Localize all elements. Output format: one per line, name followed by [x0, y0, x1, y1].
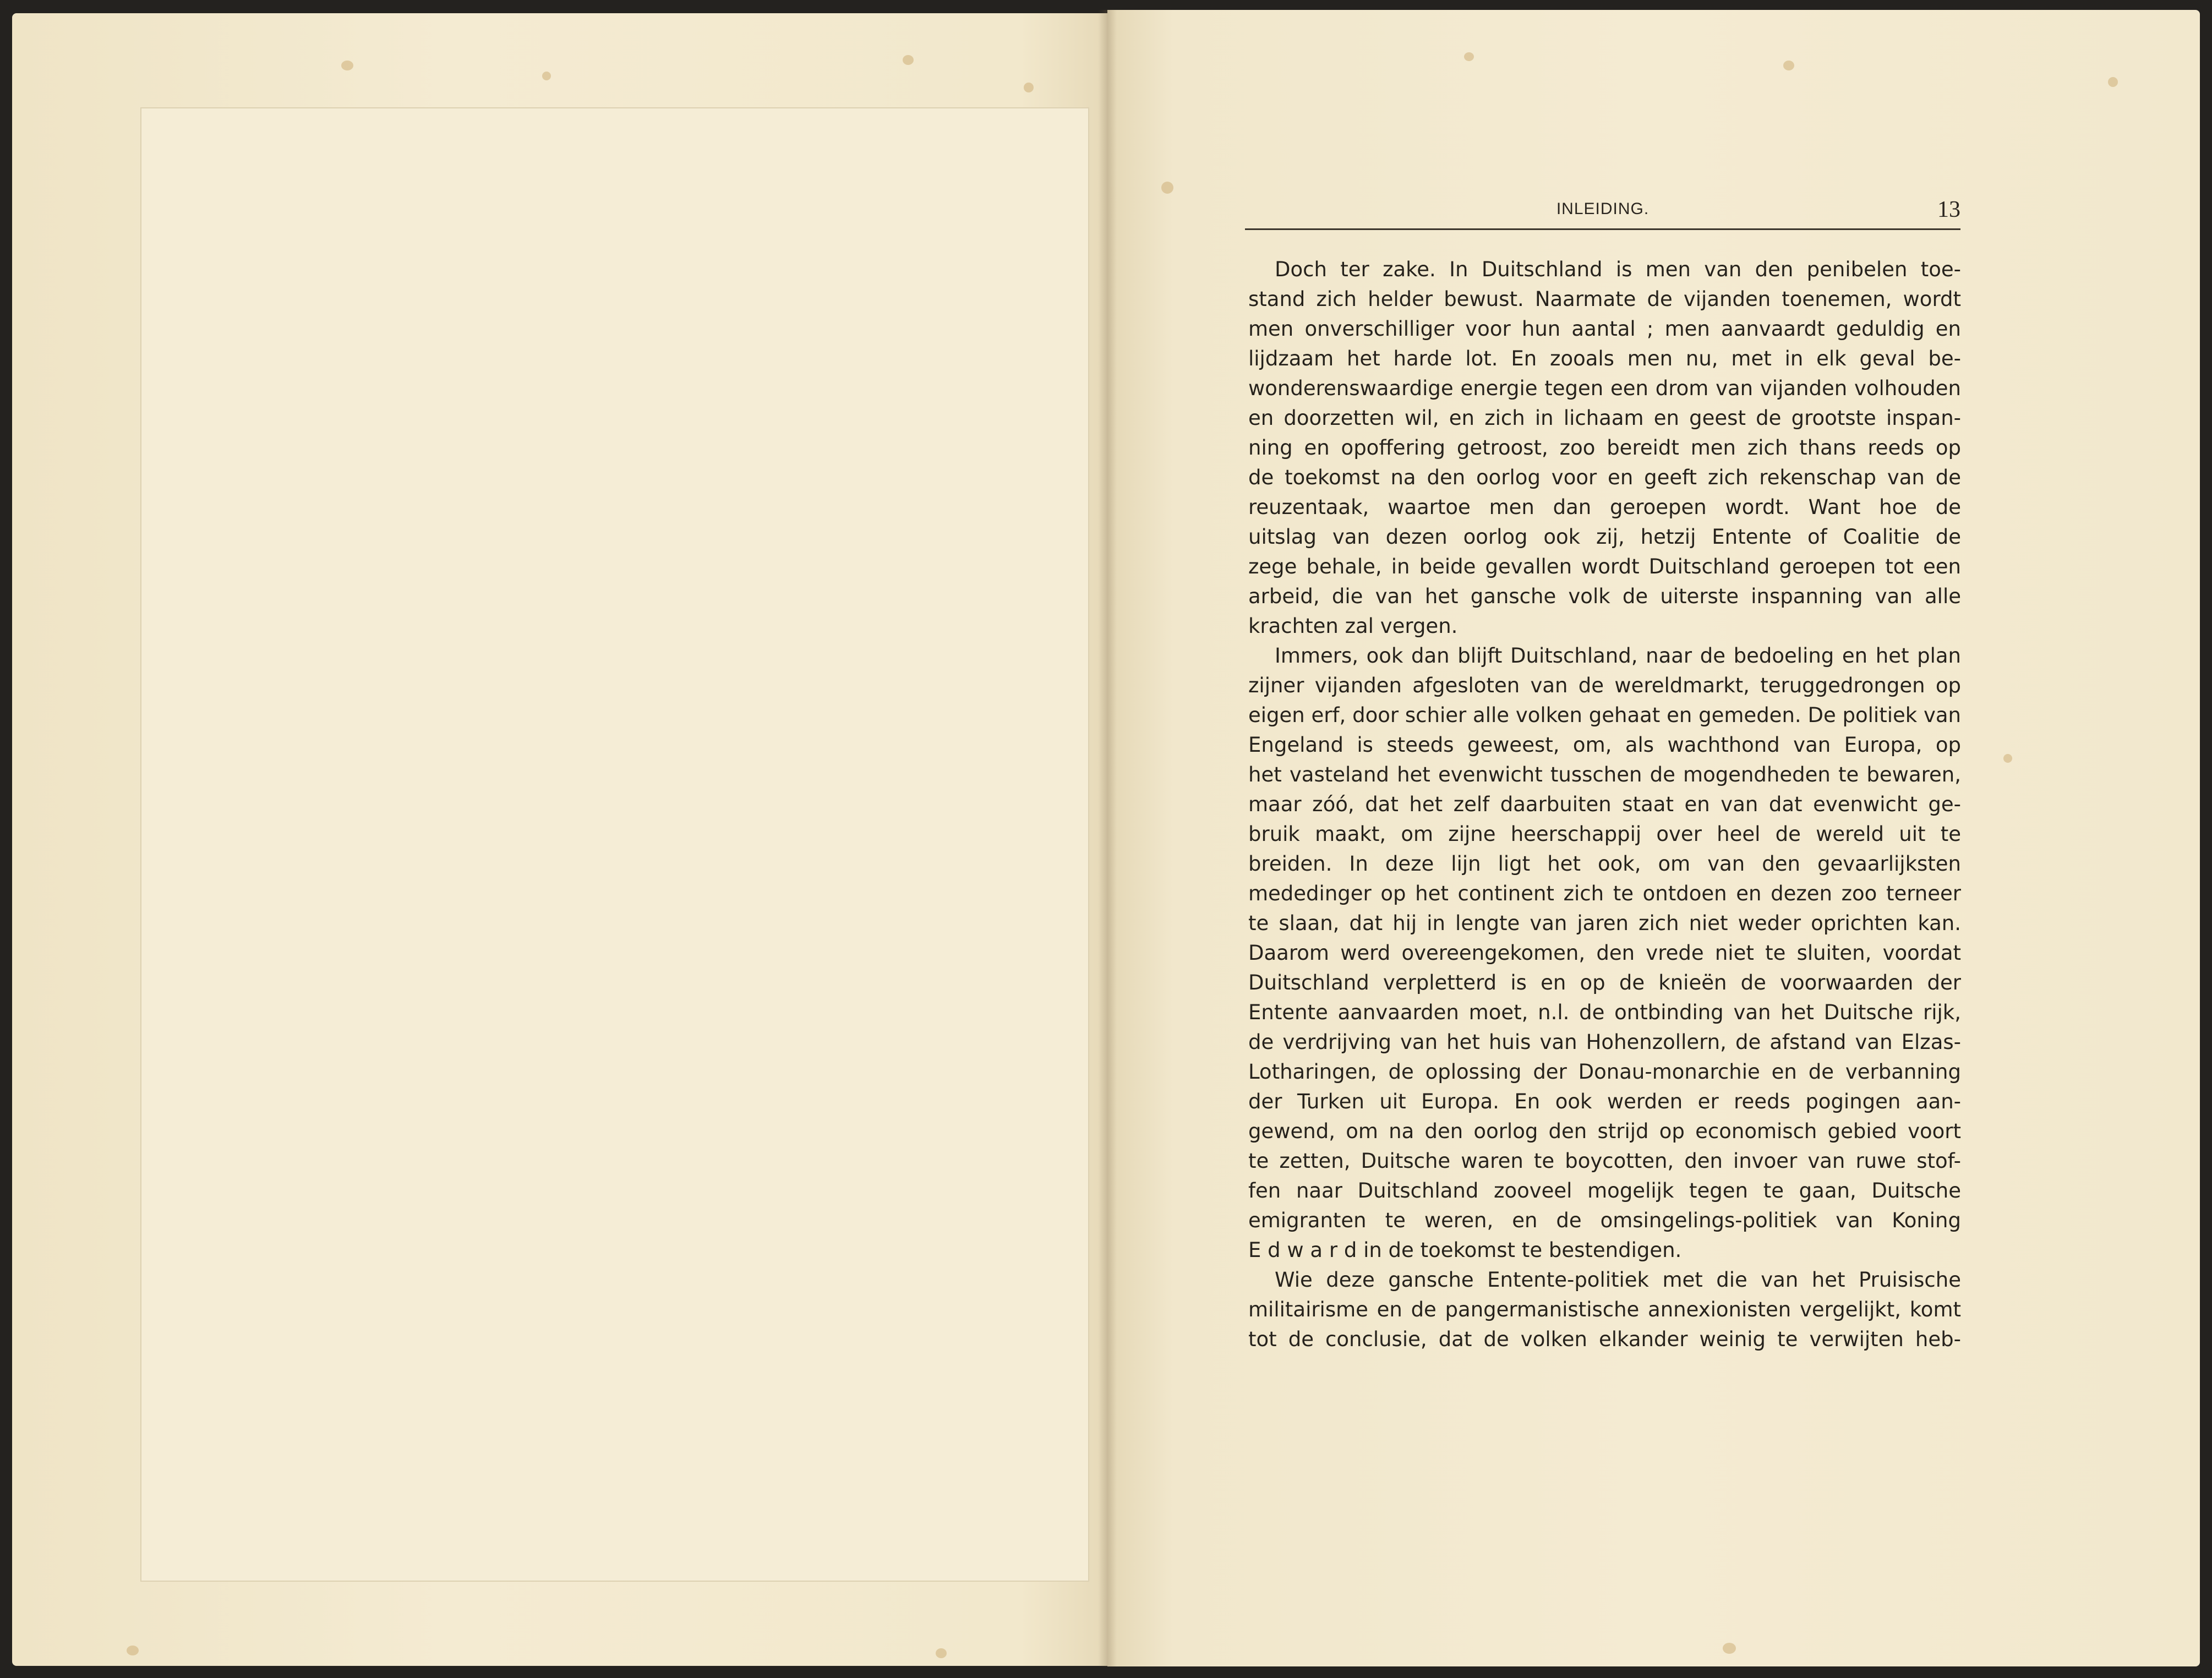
- body-text: [1248, 255, 1961, 1354]
- text-line: Entente aanvaarden moet, n.l. de ontbinding van het Duitsche rijk,: [1248, 1001, 1961, 1024]
- foxing-spot: [2003, 754, 2012, 763]
- foxing-spot: [903, 55, 914, 65]
- text-line: lijdzaam het harde lot. En zooals men nu, met in elk geval be-: [1248, 347, 1961, 370]
- text-line: gewend, om na den oorlog den strijd op economisch gebied voort: [1248, 1119, 1961, 1143]
- text-line: eigen erf, door schier alle volken gehaat en gemeden. De politiek van: [1248, 703, 1961, 727]
- text-line: breiden. In deze lijn ligt het ook, om van den gevaarlijksten: [1248, 852, 1961, 876]
- text-line: E d w a r d in de toekomst te bestendigen.: [1248, 1238, 1682, 1262]
- text-line: zege behale, in beide gevallen wordt Duitschland geroepen tot een: [1248, 555, 1961, 578]
- blank-plate-area: [140, 107, 1089, 1582]
- foxing-spot: [936, 1648, 947, 1658]
- text-line: de verdrijving van het huis van Hohenzollern, de afstand van Elzas-: [1248, 1030, 1961, 1054]
- text-line: tot de conclusie, dat de volken elkander weinig te verwijten heb-: [1248, 1327, 1961, 1351]
- text-line: krachten zal vergen.: [1248, 614, 1458, 638]
- foxing-spot: [2108, 77, 2118, 87]
- foxing-spot: [1783, 61, 1794, 70]
- book-gutter: [1098, 10, 1117, 1666]
- text-line: men onverschilliger voor hun aantal ; men aanvaardt geduldig en: [1248, 317, 1961, 341]
- text-line: Doch ter zake. In Duitschland is men van den penibelen toe-: [1275, 258, 1961, 281]
- text-line: der Turken uit Europa. En ook werden er reeds pogingen aan-: [1248, 1090, 1961, 1113]
- text-line: Engeland is steeds geweest, om, als wachthond van Europa, op: [1248, 733, 1961, 757]
- text-line: mededinger op het continent zich te ontdoen en dezen zoo terneer: [1248, 882, 1961, 905]
- text-line: Immers, ook dan blijft Duitschland, naar de bedoeling en het plan: [1275, 644, 1961, 668]
- running-head: [1245, 195, 1960, 230]
- foxing-spot: [542, 72, 551, 80]
- text-line: fen naar Duitschland zooveel mogelijk tegen te gaan, Duitsche: [1248, 1179, 1961, 1203]
- text-line: Lotharingen, de oplossing der Donau-monarchie en de verbanning: [1248, 1060, 1961, 1084]
- foxing-spot: [1464, 52, 1474, 61]
- page-number: 13: [1937, 197, 1960, 222]
- text-line: arbeid, die van het gansche volk de uiterste inspanning van alle: [1248, 584, 1961, 608]
- text-line: Duitschland verpletterd is en op de knieën de voorwaarden der: [1248, 971, 1961, 994]
- text-line: maar zóó, dat het zelf daarbuiten staat en van dat evenwicht ge-: [1248, 792, 1961, 816]
- foxing-spot: [341, 61, 353, 70]
- text-line: Wie deze gansche Entente-politiek met die van het Pruisische: [1275, 1268, 1961, 1292]
- text-line: te slaan, dat hij in lengte van jaren zich niet weder oprichten kan.: [1248, 911, 1961, 935]
- foxing-spot: [1024, 83, 1034, 92]
- text-line: bruik maakt, om zijne heerschappij over heel de wereld uit te: [1248, 822, 1961, 846]
- text-line: ning en opoffering getroost, zoo bereidt men zich thans reeds op: [1248, 436, 1961, 460]
- text-line: emigranten te weren, en de omsingelings-politiek van Koning: [1248, 1209, 1961, 1232]
- text-line: Daarom werd overeengekomen, den vrede niet te sluiten, voordat: [1248, 941, 1961, 965]
- text-line: stand zich helder bewust. Naarmate de vijanden toenemen, wordt: [1248, 287, 1961, 311]
- text-line: uitslag van dezen oorlog ook zij, hetzij Entente of Coalitie de: [1248, 525, 1961, 549]
- foxing-spot: [127, 1646, 139, 1655]
- text-line: zijner vijanden afgesloten van de wereldmarkt, teruggedrongen op: [1248, 674, 1961, 697]
- text-line: het vasteland het evenwicht tusschen de mogendheden te bewaren,: [1248, 763, 1961, 786]
- text-line: militairisme en de pangermanistische annexionisten vergelijkt, komt: [1248, 1298, 1961, 1321]
- text-line: wonderenswaardige energie tegen een drom van vijanden volhouden: [1248, 376, 1961, 400]
- foxing-spot: [1723, 1643, 1736, 1654]
- text-line: de toekomst na den oorlog voor en geeft zich rekenschap van de: [1248, 466, 1961, 489]
- text-line: reuzentaak, waartoe men dan geroepen wordt. Want hoe de: [1248, 495, 1961, 519]
- text-line: te zetten, Duitsche waren te boycotten, den invoer van ruwe stof-: [1248, 1149, 1961, 1173]
- chapter-title: INLEIDING.: [1556, 200, 1650, 218]
- foxing-spot: [1161, 182, 1173, 194]
- text-line: en doorzetten wil, en zich in lichaam en geest de grootste inspan-: [1248, 406, 1961, 430]
